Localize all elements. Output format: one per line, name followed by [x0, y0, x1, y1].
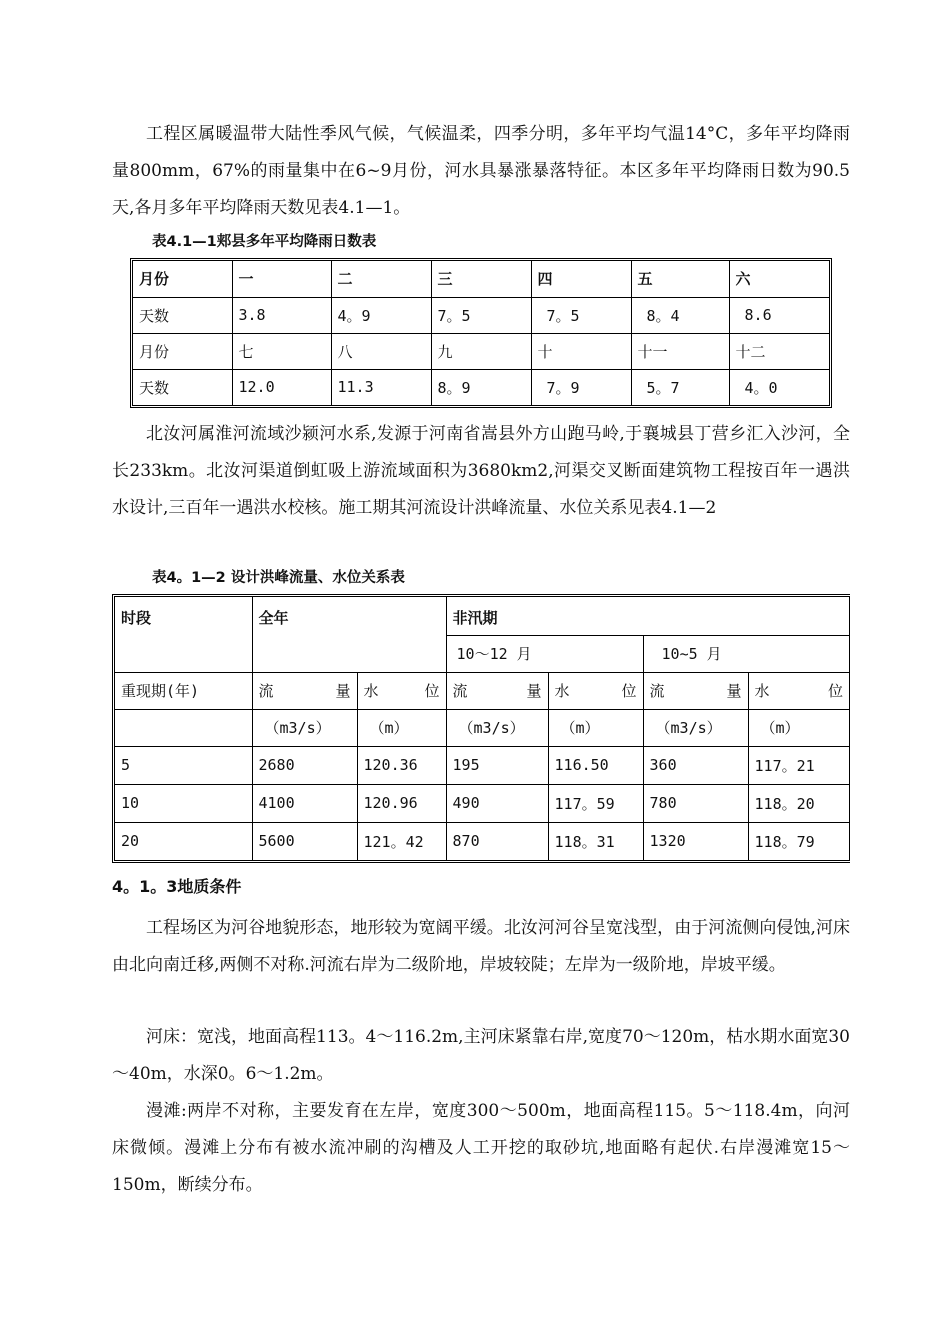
table-row [133, 297, 829, 333]
level-label-a: 水 [754, 682, 770, 700]
table-cell: 天数 [133, 297, 232, 333]
table-cell: 117。21 [748, 746, 849, 784]
table-cell: 195 [446, 746, 548, 784]
table-cell: 2680 [252, 746, 357, 784]
table-cell: 7。5 [531, 297, 631, 333]
section-heading: 4。1。3地质条件 [112, 877, 242, 896]
table-cell: 870 [446, 822, 548, 860]
unit-level: （m） [748, 709, 849, 746]
table-cell: 十二 [729, 333, 829, 369]
table-cell: 10 [115, 784, 252, 822]
table-cell: 490 [446, 784, 548, 822]
level-label-b: 位 [621, 682, 637, 700]
table-cell: 116.50 [548, 746, 643, 784]
table-cell: 4100 [252, 784, 357, 822]
level-label-a: 水 [363, 682, 379, 700]
table-cell: 4。9 [331, 297, 431, 333]
table-cell: 二 [331, 261, 431, 297]
flow-label-a: 流 [649, 682, 665, 700]
flow-label-b: 量 [726, 682, 742, 700]
header-flow [643, 672, 748, 709]
table1-caption: 表4.1—1郏县多年平均降雨日数表 [152, 234, 377, 250]
table-cell: 118。79 [748, 822, 849, 860]
table-cell: 七 [232, 333, 331, 369]
table-row [115, 822, 850, 860]
table-cell: 117。59 [548, 784, 643, 822]
header-non-flood: 非汛期 [446, 597, 849, 635]
unit-level: （m） [548, 709, 643, 746]
flow-label-a: 流 [452, 682, 468, 700]
table-cell: 5。7 [631, 369, 729, 405]
table-cell: 12.0 [232, 369, 331, 405]
table-row [115, 784, 850, 822]
header-flow [446, 672, 548, 709]
table-cell: 四 [531, 261, 631, 297]
table-cell: 11.3 [331, 369, 431, 405]
paragraph-riverbed: 河床：宽浅，地面高程113。4～116.2m,主河床紧靠右岸,宽度70～120m，枯水期水面宽30～40m，水深0。6～1.2m。 [112, 1027, 850, 1084]
table-cell: 十 [531, 333, 631, 369]
unit-level: （m） [357, 709, 446, 746]
table-cell: 月份 [133, 261, 232, 297]
paragraph-floodplain: 漫滩:两岸不对称，主要发育在左岸，宽度300～500m，地面高程115。5～118.4m，向河床微倾。漫滩上分布有被水流冲刷的沟槽及人工开挖的取砂坑,地面略有起伏.右岸漫滩宽15～150m，断续分布。 [112, 1101, 850, 1195]
table-row [133, 333, 829, 369]
table-cell: 118。31 [548, 822, 643, 860]
table-row [133, 261, 829, 297]
header-level [548, 672, 643, 709]
header-full-year: 全年 [252, 597, 446, 672]
table-cell: 五 [631, 261, 729, 297]
unit-flow: （m3/s） [252, 709, 357, 746]
table-cell: 8。9 [431, 369, 531, 405]
unit-flow: （m3/s） [446, 709, 548, 746]
table-cell: 月份 [133, 333, 232, 369]
table-cell: 8.6 [729, 297, 829, 333]
table-row [133, 369, 829, 405]
paragraph-geology: 工程场区为河谷地貌形态，地形较为宽阔平缓。北汝河河谷呈宽浅型，由于河流侧向侵蚀,河床由北向南迁移,两侧不对称.河流右岸为二级阶地，岸坡较陡；左岸为一级阶地，岸坡平缓。 [112, 918, 850, 975]
header-oct-dec: 10～12 月 [446, 635, 643, 672]
table-cell: 7。9 [531, 369, 631, 405]
flow-label-b: 量 [335, 682, 351, 700]
table-cell: 八 [331, 333, 431, 369]
paragraph-river: 北汝河属淮河流域沙颍河水系,发源于河南省嵩县外方山跑马岭,于襄城县丁营乡汇入沙河，全长233km。北汝河渠道倒虹吸上游流域面积为3680km2,河渠交叉断面建筑物工程按百年一遇洪水设计,三百年一遇洪水校核。施工期其河流设计洪峰流量、水位关系见表4.1—2 [112, 424, 850, 518]
flow-label-b: 量 [526, 682, 542, 700]
table-cell: 8。4 [631, 297, 729, 333]
table-cell: 5600 [252, 822, 357, 860]
table-row [115, 746, 850, 784]
flow-label-a: 流 [258, 682, 274, 700]
level-label-b: 位 [424, 682, 440, 700]
table-cell: 六 [729, 261, 829, 297]
table-cell: 5 [115, 746, 252, 784]
flood-flow-table [112, 594, 850, 863]
table-cell: 20 [115, 822, 252, 860]
header-return-period: 重现期(年) [115, 672, 252, 709]
table-cell: 4。0 [729, 369, 829, 405]
table-cell [115, 709, 252, 746]
table2-caption: 表4。1—2 设计洪峰流量、水位关系表 [152, 570, 405, 586]
table-cell: 121。42 [357, 822, 446, 860]
header-period: 时段 [115, 597, 252, 672]
level-label-b: 位 [827, 682, 843, 700]
table-cell: 118。20 [748, 784, 849, 822]
paragraph-climate: 工程区属暖温带大陆性季风气候，气候温柔，四季分明，多年平均气温14°C，多年平均降雨量800mm，67%的雨量集中在6~9月份，河水具暴涨暴落特征。本区多年平均降雨日数为90.5天,各月多年平均降雨天数见表4.1—1。 [112, 124, 850, 218]
header-level [748, 672, 849, 709]
table-cell: 九 [431, 333, 531, 369]
table-cell: 一 [232, 261, 331, 297]
table-cell: 7。5 [431, 297, 531, 333]
table-cell: 120.36 [357, 746, 446, 784]
header-oct-may: 10~5 月 [643, 635, 849, 672]
table-cell: 1320 [643, 822, 748, 860]
unit-flow: （m3/s） [643, 709, 748, 746]
table-cell: 3.8 [232, 297, 331, 333]
header-level [357, 672, 446, 709]
table-cell: 360 [643, 746, 748, 784]
header-flow [252, 672, 357, 709]
rainfall-days-table [130, 258, 832, 408]
table-cell: 三 [431, 261, 531, 297]
table-cell: 天数 [133, 369, 232, 405]
table-cell: 十一 [631, 333, 729, 369]
table-cell: 120.96 [357, 784, 446, 822]
level-label-a: 水 [554, 682, 570, 700]
table-cell: 780 [643, 784, 748, 822]
